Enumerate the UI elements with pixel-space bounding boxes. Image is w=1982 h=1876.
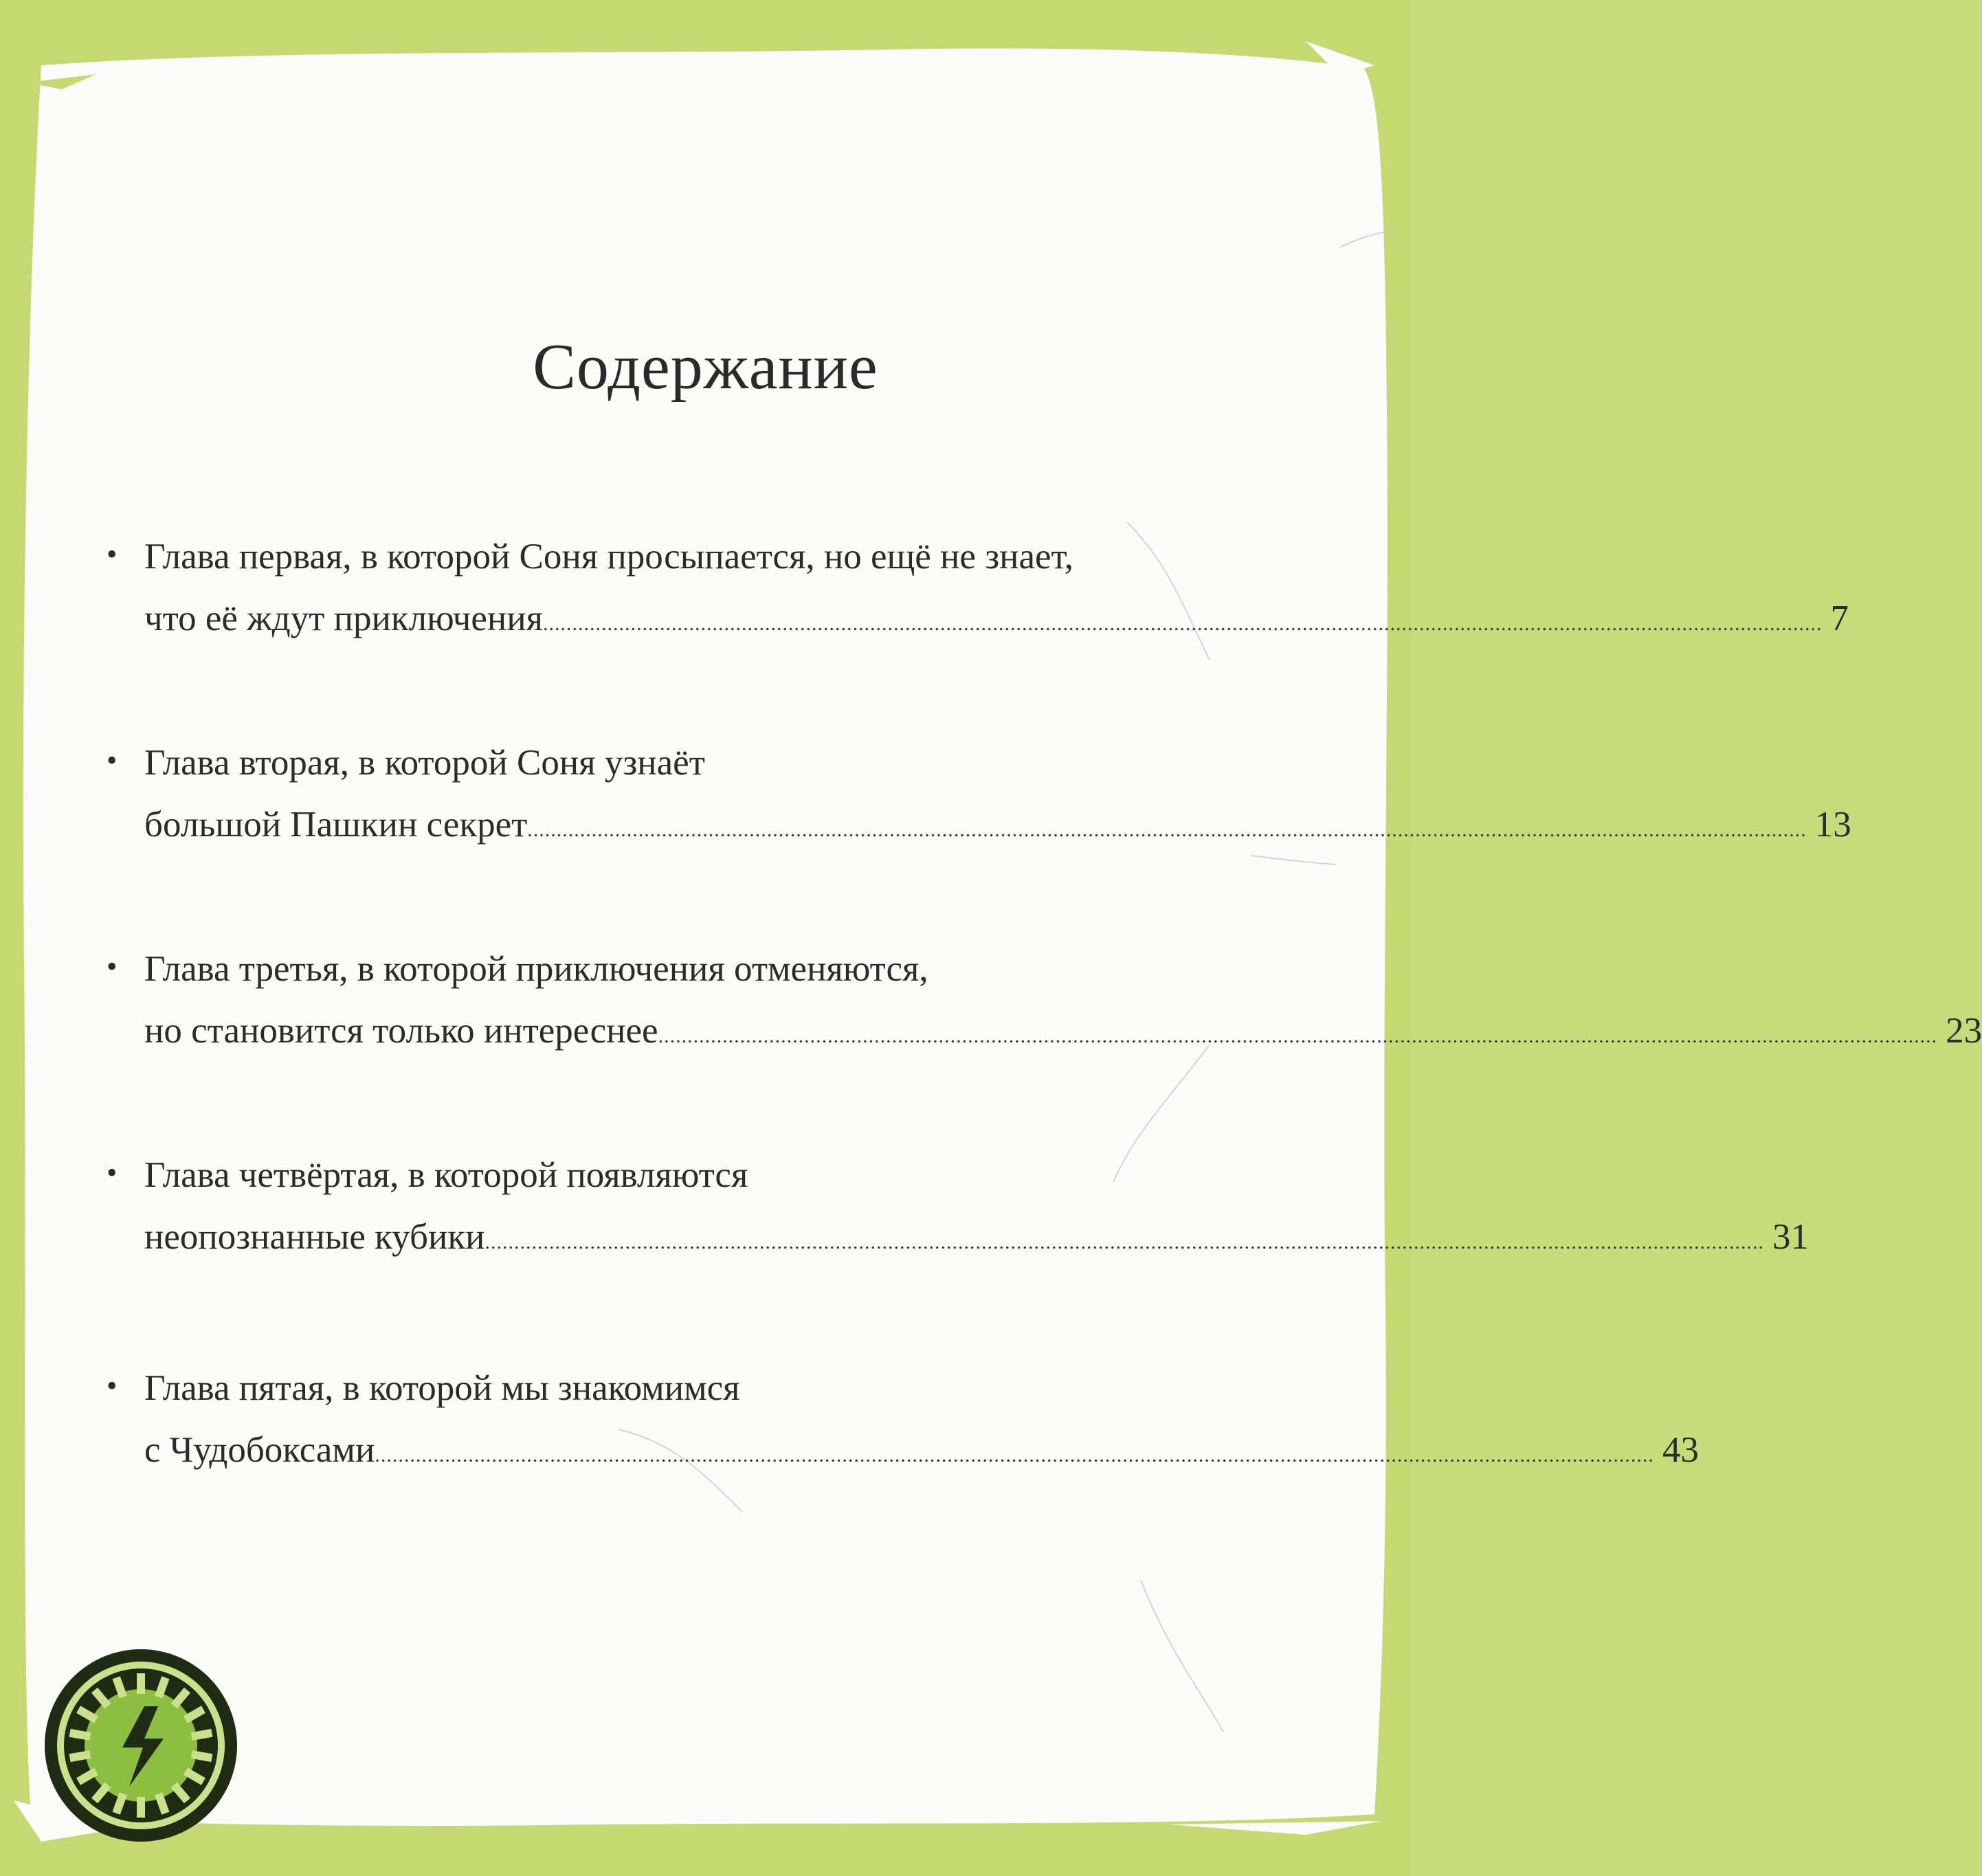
leader-dots: ...........................................................................................................................................................................................................................: [658, 1025, 1938, 1047]
page-title: Содержание: [533, 331, 878, 403]
toc-entry-title: • Глава пятая, в которой мы знакомимся: [107, 1368, 740, 1408]
leader-dots: ...........................................................................................................................................................................................................................: [542, 612, 1823, 635]
toc-entry-subtitle: неопознанные кубики ........................................................................................................................................................................................................................... 31: [144, 1217, 1809, 1257]
toc-entry-subtitle: с Чудобоксами ........................................................................................................................................................................................................................... 43: [144, 1430, 1699, 1470]
bullet-icon: •: [107, 1156, 118, 1190]
toc-entry-subtitle: большой Пашкин секрет ........................................................................................................................................................................................................................... 13: [144, 805, 1851, 845]
toc-entry-subtitle: что её ждут приключения ........................................................................................................................................................................................................................... 7: [144, 599, 1849, 638]
toc-entry-title: • Глава четвёртая, в которой появляются: [107, 1155, 748, 1195]
page-number: 31: [1772, 1217, 1809, 1257]
toc-entry-title: • Глава первая, в которой Соня просыпается, но ещё не знает,: [107, 537, 1073, 577]
bullet-icon: •: [107, 950, 118, 983]
lightning-badge-icon: [41, 1646, 241, 1845]
toc-entry-title: • Глава вторая, в которой Соня узнаёт: [107, 743, 705, 783]
toc-entry-title: • Глава третья, в которой приключения отменяются,: [107, 949, 928, 989]
leader-dots: ...........................................................................................................................................................................................................................: [375, 1444, 1654, 1466]
leader-dots: ...........................................................................................................................................................................................................................: [527, 818, 1807, 841]
leader-dots: ...........................................................................................................................................................................................................................: [485, 1231, 1764, 1253]
bullet-icon: •: [107, 744, 118, 777]
page-number: 13: [1814, 805, 1851, 845]
page-number: 23: [1946, 1011, 1982, 1051]
page-number: 7: [1830, 599, 1849, 638]
bullet-icon: •: [107, 537, 118, 571]
bullet-icon: •: [107, 1369, 118, 1403]
toc-entry-subtitle: но становится только интереснее ........................................................................................................................................................................................................................... 23: [144, 1011, 1982, 1051]
page-number: 43: [1662, 1430, 1699, 1470]
